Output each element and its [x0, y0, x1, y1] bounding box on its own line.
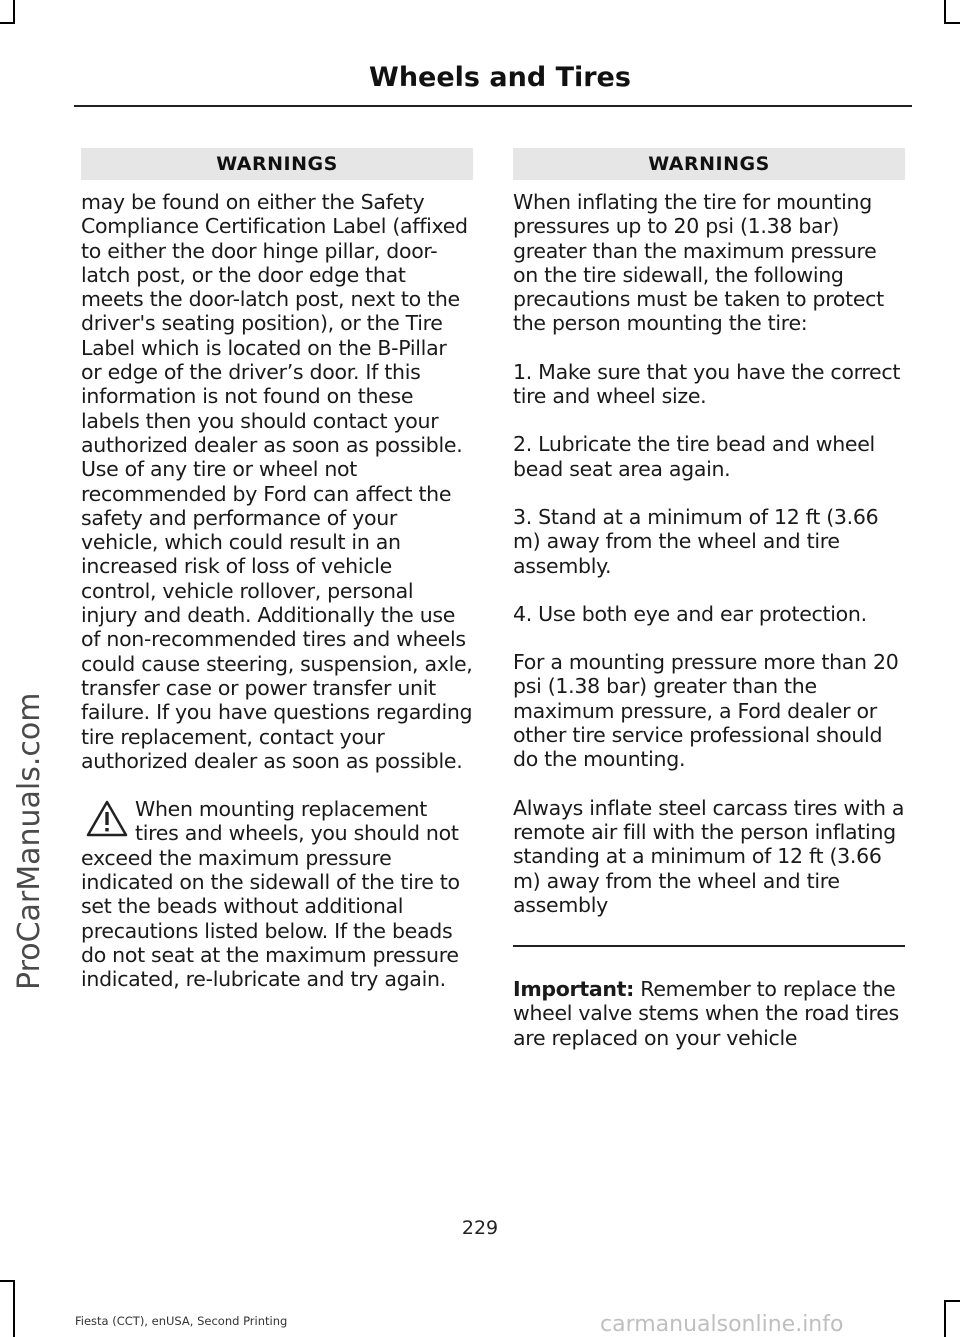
warning-block	[81, 797, 473, 991]
important-label: Important:	[513, 977, 635, 1002]
crop-mark	[944, 22, 960, 24]
warning-text: When mounting replacement tires and wheels, you should not exceed the maximum pressure indicated on the sidewall of the tire to set the beads without additional precautions listed below. If the beads do not seat at the maximum pressure indicated, re-lubricate and try again.	[81, 797, 460, 992]
crop-mark	[0, 1280, 15, 1282]
warning-paragraph: may be found on either the Safety Compliance Certification Label (affixed to either the door hinge pillar, door-latch post, or the door edge that meets the door-latch post, next to the driver's seating position), or the Tire Label which is located on the B-Pillar or edge of the driver’s door. If this information is not found on these labels then you should contact your authorized dealer as soon as possible. Use of any tire or wheel not recommended by Ford can affect the safety and performance of your vehicle, which could result in an increased risk of loss of vehicle control, vehicle rollover, personal injury and death. Additionally the use of non-recommended tires and wheels could cause steering, suspension, axle, transfer case or power transfer unit failure. If you have questions regarding tire replacement, contact your authorized dealer as soon as possible.	[81, 190, 473, 773]
step-item: 1. Make sure that you have the correct tire and wheel size.	[513, 359, 901, 409]
step-item: 2. Lubricate the tire bead and wheel bead seat area again.	[513, 432, 875, 481]
crop-mark	[13, 1280, 15, 1337]
watermark: ProCarManuals.com	[12, 692, 47, 990]
step-item: 4. Use both eye and ear protection.	[513, 601, 867, 626]
brand-watermark: carmanualsonline.info	[600, 1312, 844, 1337]
crop-mark	[944, 1300, 946, 1337]
warning-paragraph: When inflating the tire for mounting pressures up to 20 psi (1.38 bar) greater than the maximum pressure on the tire sidewall, the following precautions must be taken to protect the person mounting the tire:	[513, 190, 884, 336]
important-note	[513, 977, 905, 1050]
step-item: 3. Stand at a minimum of 12 ft (3.66 m) away from the wheel and tire assembly.	[513, 504, 879, 578]
crop-mark	[13, 0, 15, 24]
warnings-header: WARNINGS	[513, 148, 905, 180]
crop-mark	[0, 22, 15, 24]
important-text: Remember to replace the wheel valve stems when the road tires are replaced on your vehicle	[513, 977, 899, 1050]
page-title: Wheels and Tires	[369, 62, 631, 93]
crop-mark	[944, 0, 946, 24]
warnings-header: WARNINGS	[81, 148, 473, 180]
left-column	[81, 148, 473, 992]
section-separator	[513, 945, 905, 947]
warning-paragraph: For a mounting pressure more than 20 psi (1.38 bar) greater than the maximum pressure, a Ford dealer or other tire service professional should do the mounting.	[513, 650, 899, 772]
page-number: 229	[461, 1217, 499, 1239]
warning-triangle-icon	[85, 799, 129, 839]
title-rule	[74, 105, 912, 107]
crop-mark	[944, 1300, 960, 1302]
edition-footer: Fiesta (CCT), enUSA, Second Printing	[75, 1314, 288, 1328]
right-column	[513, 148, 905, 1050]
warning-paragraph: Always inflate steel carcass tires with a remote air fill with the person inflating standing at a minimum of 12 ft (3.66 m) away from the wheel and tire assembly	[513, 795, 905, 917]
